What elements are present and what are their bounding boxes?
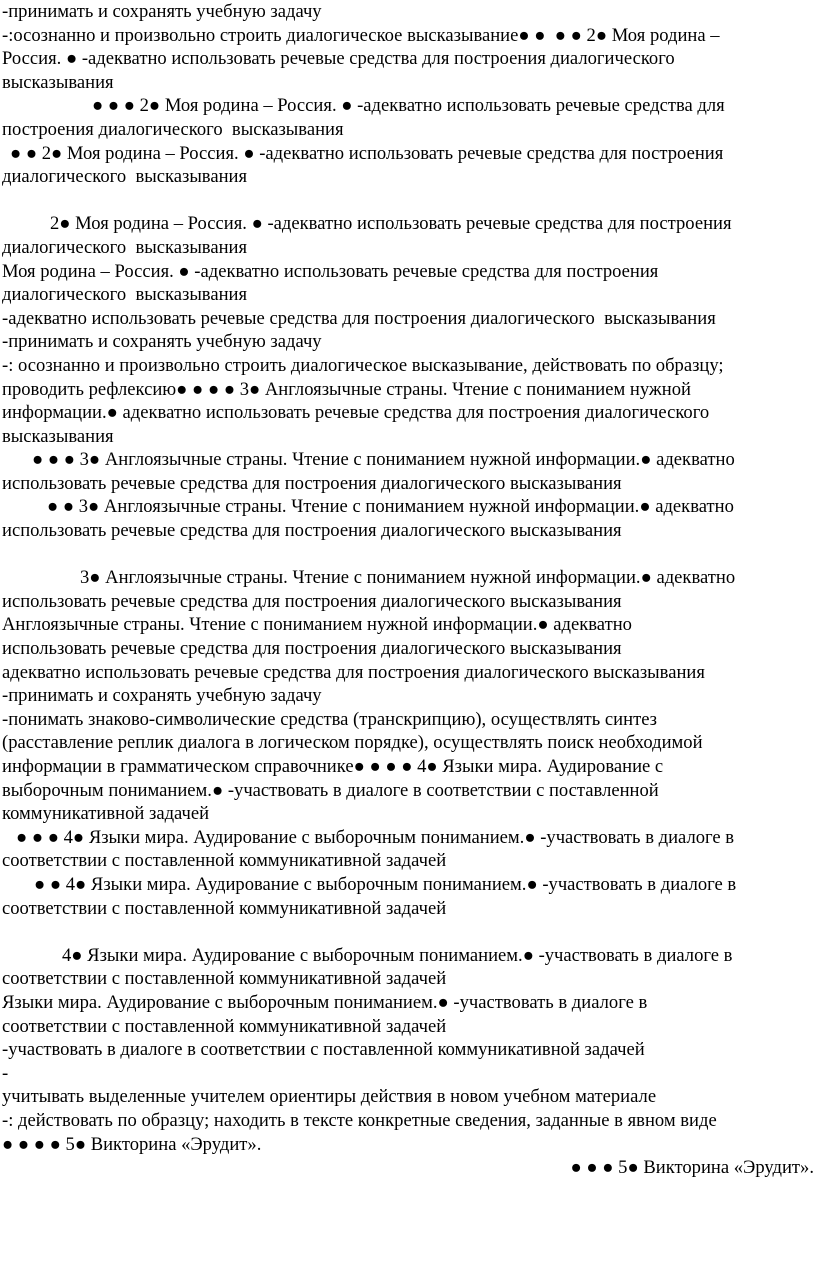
- text-line: информации.● адекватно использовать речевые средства для построения диалогического: [2, 402, 710, 424]
- text-line: -принимать и сохранять учебную задачу: [2, 1, 322, 22]
- text-line: -понимать знаково-символические средства (транскрипцию), осуществлять синтез: [2, 708, 658, 730]
- text-line: диалогического высказывания: [2, 284, 248, 306]
- text-line: ● ● 2● Моя родина – Россия. ● -адекватно использовать речевые средства для построения: [10, 142, 724, 164]
- blank-line: [2, 920, 816, 944]
- text-line: учитывать выделенные учителем ориентиры действия в новом учебном материале: [2, 1086, 657, 1108]
- text-line: -: [2, 1062, 9, 1084]
- text-line: ● ● ● 3● Англоязычные страны. Чтение с пониманием нужной информации.● адекватно: [32, 449, 735, 471]
- text-line: -участвовать в диалоге в соответствии с поставленной коммуникативной задачей: [2, 1039, 645, 1061]
- text-line: информации в грамматическом справочнике● ● ● ● 4● Языки мира. Аудирование с: [2, 756, 664, 777]
- text-line: высказывания: [2, 71, 114, 93]
- text-line: Англоязычные страны. Чтение с пониманием нужной информации.● адекватно: [2, 614, 632, 636]
- text-line: ● ● 4● Языки мира. Аудирование с выборочным пониманием.● -участвовать в диалоге в: [34, 873, 737, 895]
- text-line: 3● Англоязычные страны. Чтение с пониманием нужной информации.● адекватно: [80, 567, 736, 589]
- blank-line: [2, 543, 816, 567]
- text-line: соответствии с поставленной коммуникативной задачей: [2, 850, 447, 872]
- text-line: ● ● ● 4● Языки мира. Аудирование с выборочным пониманием.● -участвовать в диалоге в: [16, 826, 735, 848]
- text-line: ● ● ● 5● Викторина «Эрудит».: [570, 1157, 814, 1179]
- text-line: диалогического высказывания: [2, 166, 248, 188]
- text-line: использовать речевые средства для построения диалогического высказывания: [2, 472, 622, 494]
- text-line: ● ● 3● Англоязычные страны. Чтение с пониманием нужной информации.● адекватно: [47, 496, 734, 518]
- text-line: использовать речевые средства для построения диалогического высказывания: [2, 590, 622, 612]
- text-line: -:осознанно и произвольно строить диалогическое высказывание● ● ● ● 2● Моя родина –: [2, 24, 720, 46]
- text-line: высказывания: [2, 425, 114, 447]
- text-line: -принимать и сохранять учебную задачу: [2, 685, 322, 707]
- text-line: проводить рефлексию● ● ● ● 3● Англоязычные страны. Чтение с пониманием нужной: [2, 378, 691, 400]
- text-line: адекватно использовать речевые средства для построения диалогического высказывания: [2, 661, 705, 683]
- text-line: -: осознанно и произвольно строить диалогическое высказывание, действовать по образцу;: [2, 354, 724, 376]
- text-line: (расставление реплик диалога в логическом порядке), осуществлять поиск необходимой: [2, 732, 703, 754]
- text-line: использовать речевые средства для построения диалогического высказывания: [2, 520, 622, 542]
- text-line: 4● Языки мира. Аудирование с выборочным пониманием.● -участвовать в диалоге в: [62, 944, 733, 966]
- text-line: коммуникативной задачей: [2, 803, 210, 825]
- text-line: Россия. ● -адекватно использовать речевые средства для построения диалогического: [2, 48, 675, 70]
- text-line: использовать речевые средства для построения диалогического высказывания: [2, 638, 622, 660]
- text-line: ● ● ● ● 5● Викторина «Эрудит».: [2, 1133, 262, 1155]
- text-line: выборочным пониманием.● -участвовать в диалоге в соответствии с поставленной: [2, 779, 659, 801]
- text-line: диалогического высказывания: [2, 236, 248, 258]
- text-line: соответствии с поставленной коммуникативной задачей: [2, 968, 447, 990]
- text-line: соответствии с поставленной коммуникативной задачей: [2, 897, 447, 919]
- text-line: соответствии с поставленной коммуникативной задачей: [2, 1015, 447, 1037]
- text-line: -принимать и сохранять учебную задачу: [2, 331, 322, 353]
- text-line: 2● Моя родина – Россия. ● -адекватно использовать речевые средства для построения: [50, 213, 732, 235]
- text-line: построения диалогического высказывания: [2, 118, 344, 140]
- blank-line: [2, 189, 816, 213]
- text-line: -: действовать по образцу; находить в тексте конкретные сведения, заданные в явном виде: [2, 1109, 717, 1131]
- text-line: -адекватно использовать речевые средства для построения диалогического высказывания: [2, 307, 716, 329]
- text-line: Моя родина – Россия. ● -адекватно использовать речевые средства для построения: [2, 260, 659, 282]
- text-line: ● ● ● 2● Моя родина – Россия. ● -адекватно использовать речевые средства для: [92, 95, 725, 117]
- text-line: Языки мира. Аудирование с выборочным пониманием.● -участвовать в диалоге в: [2, 991, 648, 1013]
